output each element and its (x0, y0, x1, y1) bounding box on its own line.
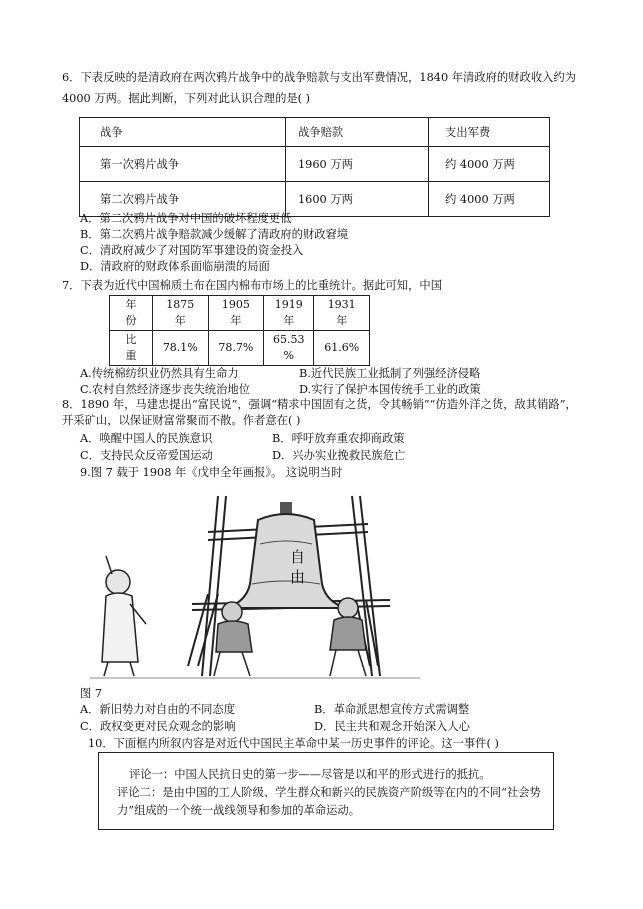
man-figure (102, 556, 146, 676)
q6-stem-line2: 4000 万两。据此判断，下列对此认识合理的是( ) (62, 92, 311, 105)
comment-1: 评论一：中国人民抗日史的第一步——尽管是以和平的形式进行的抵抗。 (129, 768, 491, 781)
table-cell: 约 4000 万两 (429, 182, 550, 217)
table-cell: 78.1% (153, 331, 209, 366)
table-cell: 1600 万两 (286, 182, 429, 217)
table-cell: 65.53 % (264, 331, 314, 366)
table-header: 战争 (80, 118, 286, 147)
table-cell: 1931 年 (314, 296, 370, 331)
q6-table (79, 117, 550, 217)
table-header: 支出军费 (429, 118, 550, 147)
q7-option-b: B.近代民族工业抵制了列强经济侵略 (299, 367, 481, 380)
option-b: B．第二次鸦片战争赔款减少缓解了清政府的财政窘境 (80, 228, 349, 241)
q9-option-a: A．新旧势力对自由的不同态度 (80, 703, 236, 716)
table-row (110, 331, 370, 366)
q9-option-c: C．政权变更对民众观念的影响 (80, 720, 236, 733)
year-label-cell: 年 份 (110, 296, 153, 331)
bell-text-2: 由 (290, 568, 306, 586)
q8-option-d: D．兴办实业挽救民族危亡 (272, 449, 406, 462)
table-header: 战争赔款 (286, 118, 429, 147)
table-row (110, 296, 370, 331)
q9-option-d: D．民主共和观念开始深入人心 (314, 720, 470, 733)
cartoon-illustration (90, 484, 420, 680)
porters (214, 598, 366, 676)
q6-stem-line1: 6．下表反映的是清政府在两次鸦片战争中的战争赔款与支出军费情况，1840 年清政府的财政收入约为 (62, 71, 577, 84)
ratio-label-cell: 比 重 (110, 331, 153, 366)
bell (226, 502, 346, 608)
comment-2-line1: 评论二：是由中国的工人阶级、学生群众和新兴的民族资产阶级等在内的不同“社会势 (117, 786, 541, 799)
option-c: C．清政府减少了对国防军事建设的资金投入 (80, 244, 304, 257)
q8-option-b: B．呼吁放弃重农抑商政策 (272, 432, 405, 445)
table-row (80, 147, 550, 182)
table-cell: 78.7% (208, 331, 264, 366)
table-cell: 第二次鸦片战争 (80, 182, 286, 217)
bell-text-1: 自 (290, 548, 306, 566)
q9-option-b: B．革命派思想宣传方式需调整 (314, 703, 470, 716)
option-d: D．清政府的财政体系面临崩溃的局面 (80, 260, 270, 273)
figure-caption: 图 7 (80, 687, 103, 700)
table-cell: 1875 年 (153, 296, 209, 331)
q8-stem-line2: 开采矿山，以保证财富常聚而不散。作者意在( ) (62, 414, 301, 427)
q7-stem: 7．下表为近代中国棉质土布在国内棉布市场上的比重统计。据此可知，中国 (62, 279, 442, 292)
table-cell: 第一次鸦片战争 (80, 147, 286, 182)
q10-stem: 10．下面框内所叙内容是对近代中国民主革命中某一历史事件的评论。这一事件( ) (88, 737, 499, 750)
q8-option-c: C．支持民众反帝爱国运动 (80, 449, 213, 462)
q8-option-a: A．唤醒中国人的民族意识 (80, 432, 213, 445)
q7-table (109, 295, 370, 366)
option-a: A．第二次鸦片战争对中国的破坏程度更低 (80, 212, 292, 225)
table-row (80, 118, 550, 147)
q6-options (80, 211, 348, 275)
q8-stem-line1: 8．1890 年，马建忠提出“富民说”，强调“精求中国固有之货，令其畅销”“仿造外洋之货，敌其销路”， (62, 398, 577, 411)
q10-comment-box (98, 752, 554, 830)
table-cell: 1919 年 (264, 296, 314, 331)
q7-option-c: C.农村自然经济逐步丧失统治地位 (80, 383, 250, 396)
table-cell: 约 4000 万两 (429, 147, 550, 182)
q7-option-a: A.传统棉纺织业仍然具有生命力 (80, 367, 239, 380)
q9-stem: 9.图 7 载于 1908 年《戊申全年画报》。 这说明当时 (80, 466, 343, 479)
table-cell: 61.6% (314, 331, 370, 366)
comment-2-line2: 力”组成的一个统一战线领导和参加的革命运动。 (117, 804, 361, 817)
table-cell: 1905 年 (208, 296, 264, 331)
q7-option-d: D.实行了保护本国传统手工业的政策 (299, 383, 481, 396)
table-cell: 1960 万两 (286, 147, 429, 182)
